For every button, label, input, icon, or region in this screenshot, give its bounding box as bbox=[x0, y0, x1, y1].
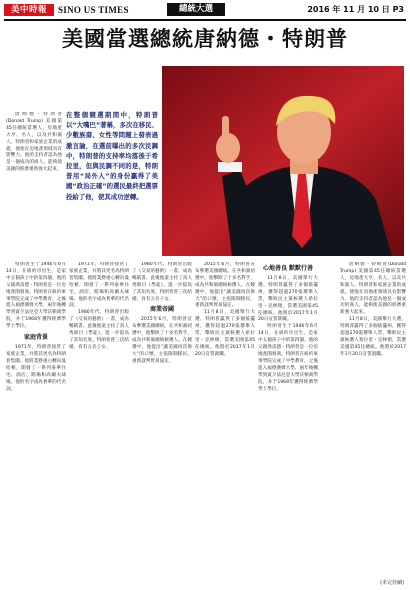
column-text: 1971年，特朗普接管了家族企業，并將其更名為特朗普集團。他將業務重心轉向曼哈頓，開發了一系列豪華住宅、酒店、賭場和高爾夫球場。他的名字成為奢華的代名詞。 bbox=[6, 345, 66, 392]
column-text: 1980年代，特朗普出版了《交易的藝術》一書，成為暢銷書。此後他還主持了真人秀節目《學徒》，進一步提高了其知名度。特朗普曾三次結婚，育有五名子女。 bbox=[69, 310, 129, 350]
dateline: 2016 年 11 月 10 日 P3 bbox=[307, 5, 404, 14]
column-text: 11月8日，美國舉行大選。特朗普贏得了多個搖擺州，獲得超過270張選舉人票，擊敗民主黨候選人希拉里・克林頓，當選美國第45任總統。他將於2017年1月20日宣誓就職。 bbox=[340, 317, 406, 357]
continued-note: (未完待續) bbox=[380, 580, 404, 586]
column-text: 1980年代，特朗普出版了《交易的藝術》一書，成為暢銷書。此後他還主持了真人秀節目《學徒》，進一步提高了其知名度。特朗普曾三次結婚，育有五名子女。 bbox=[132, 262, 192, 302]
column-text: 特朗普生于1946年6月14日，在紐約市出生，是家中五個孩子中的第四個。他的父親弗雷德・特朗普是一位房地產開發商。特朗普在紐約軍事學院完成了中學教育，之後進入福德漢姆大學，兩年後轉學到賓夕法尼亞大學沃頓商學院，并于1968年獲得經濟學學士學位。 bbox=[258, 324, 318, 392]
upper-left-column bbox=[6, 112, 62, 260]
subhead: 家庭背景 bbox=[23, 334, 48, 342]
subhead: 心地善良 默默行善 bbox=[262, 265, 314, 272]
column-text: 11月8日，美國舉行大選。特朗普贏得了多個搖擺州，獲得超過270張選舉人票，擊敗民主黨候選人希拉里・克林頓，當選美國第45任總統。他將於2017年1月20日宣誓就職。 bbox=[195, 310, 255, 357]
headline: 美國當選總統唐納德・特朗普 bbox=[62, 26, 348, 51]
article-column-5 bbox=[258, 262, 318, 580]
column-text: 2015年6月，特朗普宣布參選美國總統。在共和黨初選中，他擊敗了十多名對手，成為共和黨總統候選人。在競選中，他提出“讓美國再次偉大”的口號，主張限制移民、重新談判貿易協定。 bbox=[132, 317, 192, 364]
column-text: 1971年，特朗普接管了家族企業，并將其更名為特朗普集團。他將業務重心轉向曼哈頓，開發了一系列豪華住宅、酒店、賭場和高爾夫球場。他的名字成為奢華的代名詞。 bbox=[69, 262, 129, 309]
column-text: 特朗普生于1946年6月14日，在紐約市出生，是家中五個孩子中的第四個。他的父親弗雷德・特朗普是一位房地產開發商。特朗普在紐約軍事學院完成了中學教育，之後進入福德漢姆大學，兩年後轉學到賓夕法尼亞大學沃頓商學院，并于1968年獲得經濟學學士學位。 bbox=[6, 262, 66, 330]
trump-photo bbox=[162, 66, 404, 256]
paper-logo: 美中時報 bbox=[4, 4, 54, 16]
column-text: 2015年6月，特朗普宣布參選美國總統。在共和黨初選中，他擊敗了十多名對手，成為共和黨總統候選人。在競選中，他提出“讓美國再次偉大”的口號，主張限制移民、重新談判貿易協定。 bbox=[195, 262, 255, 309]
header-rule bbox=[4, 19, 406, 21]
article-column-6 bbox=[340, 262, 406, 580]
column-text: 唐納德・特朗普(Donald Trump) 美國第45任總統當選人，房地產大亨、名人，以及共和黨人。特朗普和家族企業的成就，使他在房地產領域具有影響力。他的支持者認為他是一個成功的商人，能夠使美國的經濟重新強大起來。 bbox=[6, 112, 62, 173]
article-column-3 bbox=[132, 262, 192, 580]
subhead: 商業帝國 bbox=[149, 306, 174, 314]
page-header bbox=[4, 3, 406, 18]
article-column-4 bbox=[195, 262, 255, 580]
column-text: 11月8日，美國舉行大選。特朗普贏得了多個搖擺州，獲得超過270張選舉人票，擊敗民主黨候選人希拉里・克林頓，當選美國第45任總統。他將於2017年1月20日宣誓就職。 bbox=[258, 276, 318, 323]
article-column-1 bbox=[6, 262, 66, 580]
paper-name: SINO US TIMES bbox=[58, 5, 129, 15]
article-column-2 bbox=[69, 262, 129, 580]
lead-paragraph: 在整個競選期間中，特朗普以“大嘴巴”著稱，多次在移民、少數族裔、女性等問題上發表過激言論，在選前曝出的多次民調中，特朗普的支持率均落後于希拉里，但與民調不同的是，特朗普用“局外人”的身份贏得了美國“政治正確”的選民最終把選票投給了他，使其成功逆轉。 bbox=[66, 111, 158, 201]
section-label: 總統大選 bbox=[167, 3, 225, 16]
column-text: 唐納德・特朗普(Donald Trump) 美國第45任總統當選人，房地產大亨、名人，以及共和黨人。特朗普和家族企業的成就，使他在房地產領域具有影響力。他的支持者認為他是一個成功的商人，能夠使美國的經濟重新強大起來。 bbox=[340, 262, 406, 316]
